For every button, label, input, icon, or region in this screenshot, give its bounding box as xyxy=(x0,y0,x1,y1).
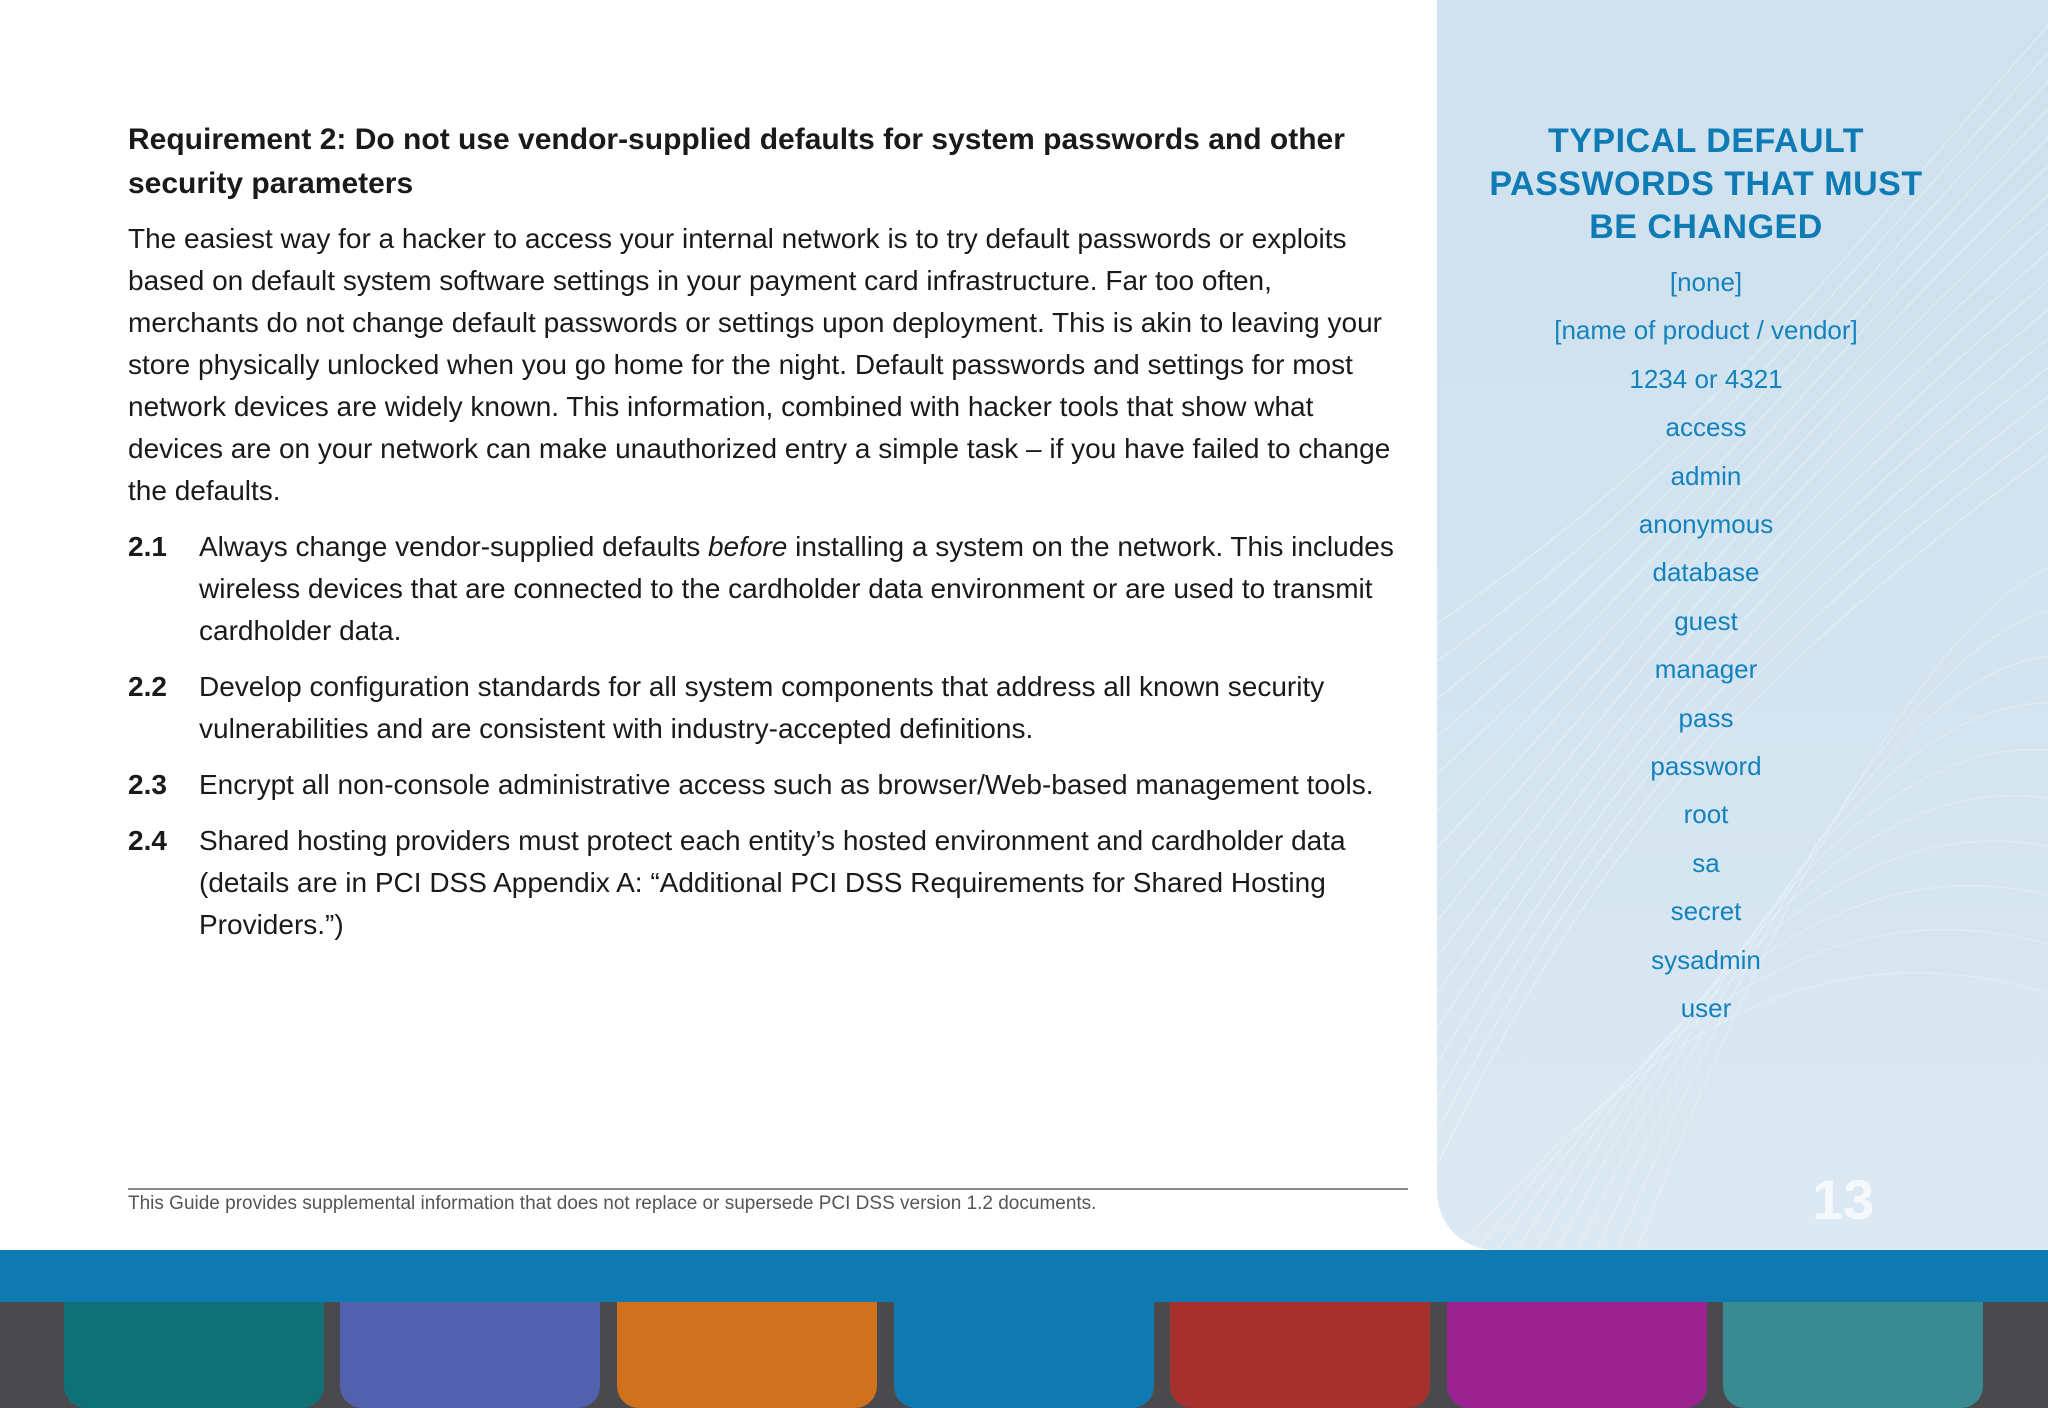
section-tab-2[interactable] xyxy=(340,1302,600,1408)
password-item: 1234 or 4321 xyxy=(1629,363,1783,394)
sub-requirement xyxy=(128,820,1410,946)
sub-requirement-number: 2.4 xyxy=(128,825,167,856)
sub-requirement-number: 2.2 xyxy=(128,671,167,702)
password-item: admin xyxy=(1670,460,1742,491)
password-item: access xyxy=(1665,412,1747,443)
password-item: guest xyxy=(1674,605,1738,636)
footer-note: This Guide provides supplemental information that does not replace or supersede PCI DSS version 1.2 documents. xyxy=(128,1193,1097,1214)
section-tab-7[interactable] xyxy=(1723,1302,1983,1408)
requirement-intro: The easiest way for a hacker to access your internal network is to try default passwords or exploits based on default system software settings in your payment card infrastructure. Far too often, merchants do not change default passwords or settings upon deployment. This is akin to leaving your store physically unlocked when you go home for the night. Default passwords and settings for most network devices are widely known. This information, combined with hacker tools that show what devices are on your network can make unauthorized entry a simple task – if you have failed to change the defaults. xyxy=(128,223,1391,506)
section-tab-6[interactable] xyxy=(1447,1302,1707,1408)
password-item: password xyxy=(1650,751,1762,782)
password-item: database xyxy=(1652,557,1760,588)
default-password-list xyxy=(1437,258,1975,1033)
text-part: installing a system on the network. This includes wireless devices that are connected to the cardholder data environment or are used to transmit cardholder data. xyxy=(199,531,1394,646)
sub-requirement-text xyxy=(199,526,1410,652)
requirement-heading: Requirement 2: Do not use vendor-supplied defaults for system passwords and other security parameters xyxy=(128,123,1345,200)
password-item: [name of product / vendor] xyxy=(1554,315,1858,346)
main-content xyxy=(128,118,1410,946)
sub-requirement-number: 2.1 xyxy=(128,531,167,562)
section-tab-5[interactable] xyxy=(1170,1302,1430,1408)
password-item: root xyxy=(1683,799,1729,830)
accent-band xyxy=(0,1250,2048,1302)
sub-requirement-number: 2.3 xyxy=(128,769,167,800)
password-item: sa xyxy=(1692,847,1720,878)
password-item: manager xyxy=(1654,654,1758,685)
sidebar-title-line: TYPICAL DEFAULT xyxy=(1547,122,1865,160)
section-tab-4-active[interactable] xyxy=(894,1302,1154,1408)
page-number: 13 xyxy=(1812,1168,1875,1231)
password-item: secret xyxy=(1670,896,1742,927)
sub-requirement xyxy=(128,764,1410,806)
sub-requirement-text: Shared hosting providers must protect each entity’s hosted environment and cardholder data (details are in PCI DSS Appendix A: “Additional PCI DSS Requirements for Shared Hosting Providers.”) xyxy=(199,825,1346,940)
section-tab-3[interactable] xyxy=(617,1302,877,1408)
password-item: user xyxy=(1680,993,1732,1024)
emphasis-text: before xyxy=(707,531,788,562)
sidebar-title-line: BE CHANGED xyxy=(1589,208,1823,246)
sub-requirement-text: Encrypt all non-console administrative access such as browser/Web-based management tools. xyxy=(199,769,1374,800)
sub-requirement-list xyxy=(128,526,1410,946)
sub-requirement-text: Develop configuration standards for all system components that address all known security vulnerabilities and are consistent with industry-accepted definitions. xyxy=(199,671,1325,744)
sub-requirement xyxy=(128,666,1410,750)
footer-divider xyxy=(128,1188,1408,1190)
password-item: sysadmin xyxy=(1651,944,1761,975)
password-item: anonymous xyxy=(1638,509,1774,540)
text-part: Always change vendor-supplied defaults xyxy=(199,531,708,562)
sub-requirement xyxy=(128,526,1410,652)
sidebar-title-line: PASSWORDS THAT MUST xyxy=(1489,165,1923,203)
sidebar-title xyxy=(1437,120,1975,249)
default-passwords-sidebar xyxy=(1437,0,2048,1250)
section-tab-1[interactable] xyxy=(64,1302,324,1408)
password-item: pass xyxy=(1678,702,1734,733)
password-item: [none] xyxy=(1669,267,1743,297)
